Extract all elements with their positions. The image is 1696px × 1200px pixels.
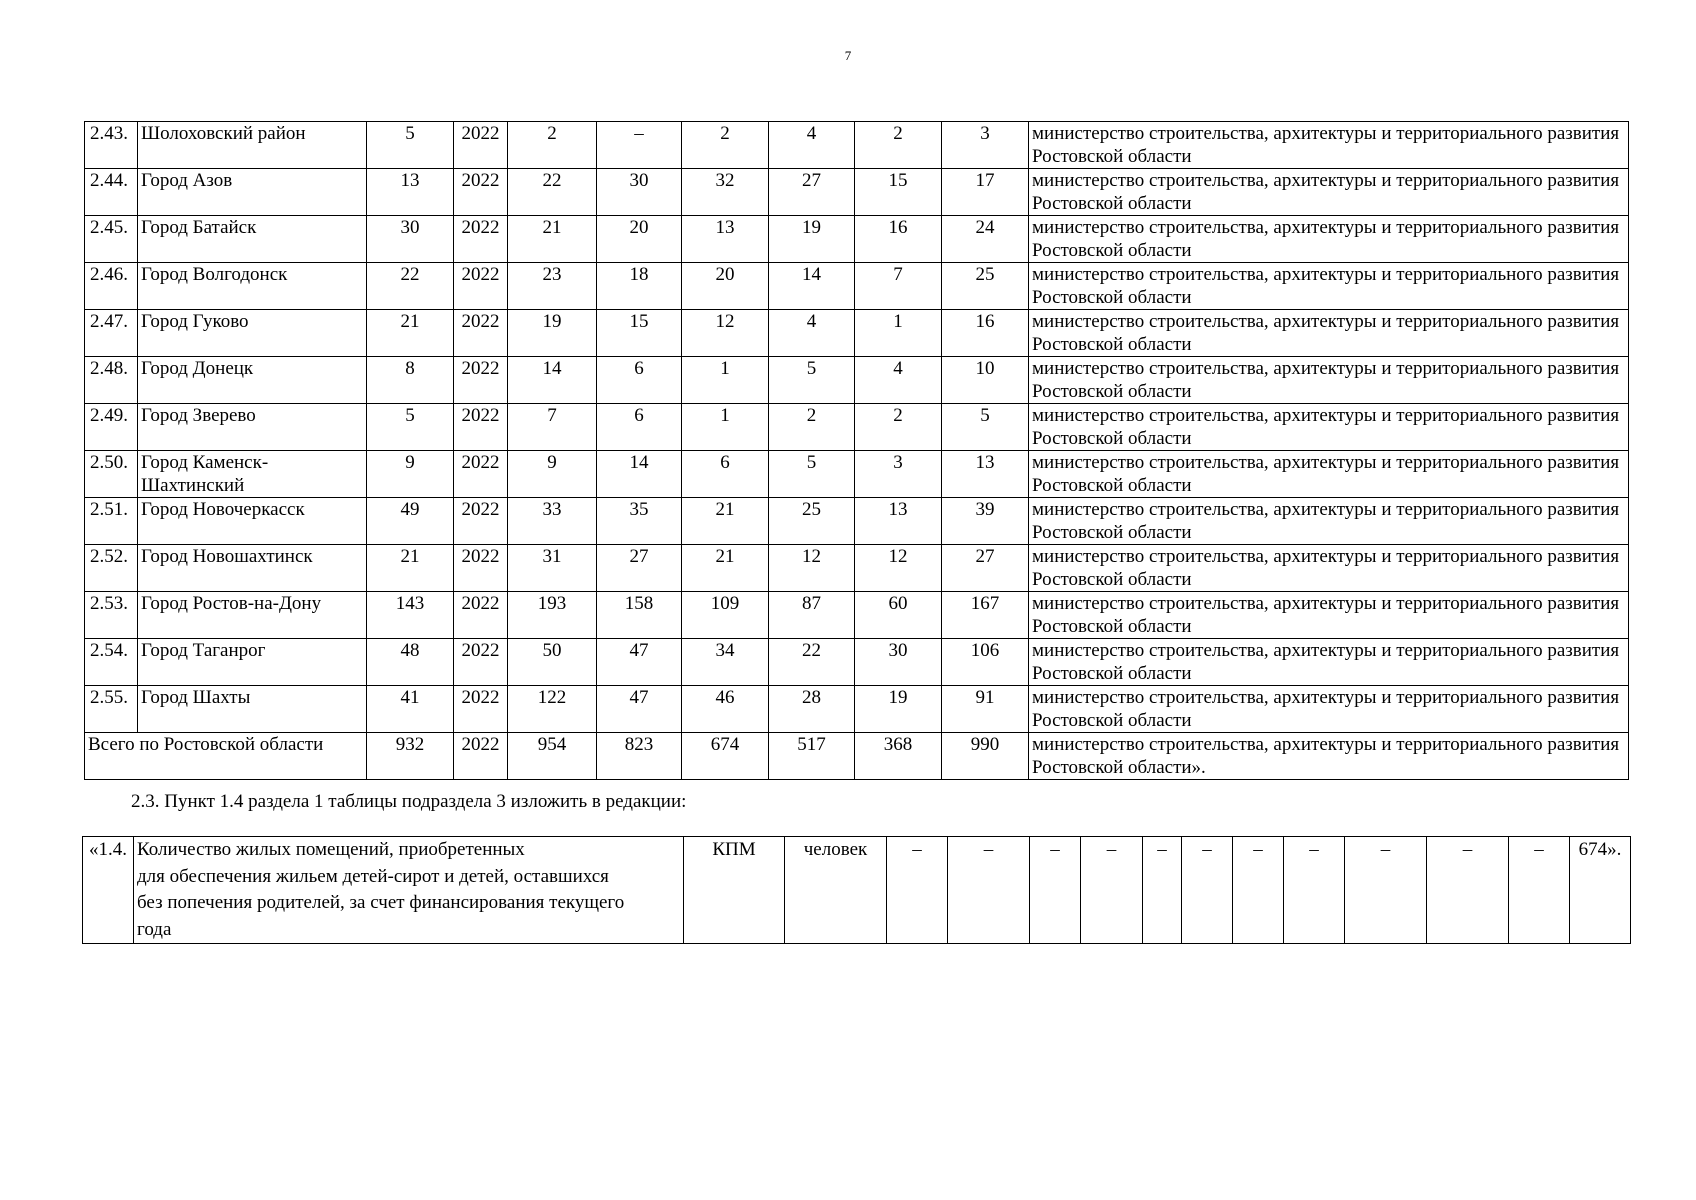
- row-name: Город Новошахтинск: [138, 545, 367, 592]
- row-executor: министерство строительства, архитектуры и территориального развития Ростовской области: [1029, 357, 1629, 404]
- value-cell-v7: 16: [942, 310, 1029, 357]
- row-number: 2.50.: [85, 451, 138, 498]
- value-cell-v3: 47: [597, 639, 682, 686]
- row-executor: министерство строительства, архитектуры и территориального развития Ростовской области: [1029, 216, 1629, 263]
- row-name: Город Шахты: [138, 686, 367, 733]
- table-row: [85, 686, 1629, 733]
- row-name: Город Донецк: [138, 357, 367, 404]
- value-cell-v6: 15: [855, 169, 942, 216]
- row-executor: министерство строительства, архитектуры и территориального развития Ростовской области: [1029, 122, 1629, 169]
- value-cell-v4: 12: [682, 310, 769, 357]
- value-cell-v1: 143: [367, 592, 454, 639]
- value-cell-year: 2022: [454, 498, 508, 545]
- main-table: [84, 121, 1629, 780]
- value-cell-v3: 6: [597, 404, 682, 451]
- value-cell-v3: 18: [597, 263, 682, 310]
- table-row: [85, 122, 1629, 169]
- total-cell-v2: 954: [508, 733, 597, 780]
- value-cell-year: 2022: [454, 263, 508, 310]
- row-number: 2.55.: [85, 686, 138, 733]
- table-row: [83, 837, 1631, 944]
- value-cell-v5: 5: [769, 451, 855, 498]
- value-cell-v6: 30: [855, 639, 942, 686]
- value-cell-v6: 1: [855, 310, 942, 357]
- value-cell-v5: 22: [769, 639, 855, 686]
- value-cell-year: 2022: [454, 122, 508, 169]
- value-cell-year: 2022: [454, 686, 508, 733]
- value-cell-v1: 21: [367, 545, 454, 592]
- table-row: [85, 357, 1629, 404]
- row-number: 2.43.: [85, 122, 138, 169]
- last-value-cell: 674».: [1570, 837, 1631, 944]
- value-cell-v7: 106: [942, 639, 1029, 686]
- total-cell-v1: 932: [367, 733, 454, 780]
- value-cell-v2: 14: [508, 357, 597, 404]
- row-executor: министерство строительства, архитектуры и территориального развития Ростовской области: [1029, 686, 1629, 733]
- value-cell-v7: 24: [942, 216, 1029, 263]
- value-cell-year: 2022: [454, 216, 508, 263]
- value-cell-year: 2022: [454, 545, 508, 592]
- table-row: [85, 498, 1629, 545]
- row-name: Город Ростов-на-Дону: [138, 592, 367, 639]
- total-label: Всего по Ростовской области: [85, 733, 367, 780]
- row-executor: министерство строительства, архитектуры и территориального развития Ростовской области: [1029, 592, 1629, 639]
- row-executor: министерство строительства, архитектуры и территориального развития Ростовской области: [1029, 404, 1629, 451]
- value-cell-v5: 87: [769, 592, 855, 639]
- second-table: [82, 836, 1631, 944]
- value-cell-v4: 1: [682, 357, 769, 404]
- value-cell-v2: 50: [508, 639, 597, 686]
- value-cell-v4: 6: [682, 451, 769, 498]
- page-number: 7: [844, 48, 852, 63]
- row-name: Шолоховский район: [138, 122, 367, 169]
- row-number: 2.48.: [85, 357, 138, 404]
- row-number: 2.47.: [85, 310, 138, 357]
- row-number: 2.51.: [85, 498, 138, 545]
- value-cell-v3: 14: [597, 451, 682, 498]
- value-cell-v1: 22: [367, 263, 454, 310]
- value-cell-v7: 17: [942, 169, 1029, 216]
- value-cell-v5: 19: [769, 216, 855, 263]
- amendment-paragraph: 2.3. Пункт 1.4 раздела 1 таблицы подраздела 3 изложить в редакции:: [131, 791, 687, 812]
- row-number: 2.54.: [85, 639, 138, 686]
- value-cell-v2: 31: [508, 545, 597, 592]
- row-number: 2.44.: [85, 169, 138, 216]
- value-cell-v4: 109: [682, 592, 769, 639]
- table-row: [85, 639, 1629, 686]
- dash-cell: –: [887, 837, 948, 944]
- row-name: Город Каменск-Шахтинский: [138, 451, 367, 498]
- value-cell-year: 2022: [454, 639, 508, 686]
- value-cell-v5: 4: [769, 310, 855, 357]
- value-cell-v7: 5: [942, 404, 1029, 451]
- value-cell-v6: 2: [855, 122, 942, 169]
- value-cell-v6: 13: [855, 498, 942, 545]
- value-cell-v1: 48: [367, 639, 454, 686]
- row-executor: министерство строительства, архитектуры и территориального развития Ростовской области: [1029, 545, 1629, 592]
- value-cell-v5: 4: [769, 122, 855, 169]
- value-cell-v4: 13: [682, 216, 769, 263]
- row-executor: министерство строительства, архитектуры и территориального развития Ростовской области: [1029, 498, 1629, 545]
- value-cell-v1: 13: [367, 169, 454, 216]
- total-cell-year: 2022: [454, 733, 508, 780]
- table-row: [85, 451, 1629, 498]
- row-name: Город Новочеркасск: [138, 498, 367, 545]
- dash-cell: –: [1345, 837, 1427, 944]
- row-unit: человек: [785, 837, 887, 944]
- value-cell-v3: 47: [597, 686, 682, 733]
- main-table-body: [85, 122, 1629, 780]
- value-cell-year: 2022: [454, 404, 508, 451]
- value-cell-v3: 20: [597, 216, 682, 263]
- table-row: [85, 592, 1629, 639]
- value-cell-year: 2022: [454, 169, 508, 216]
- table-row: [85, 169, 1629, 216]
- row-number: 2.46.: [85, 263, 138, 310]
- value-cell-v2: 23: [508, 263, 597, 310]
- table-row: [85, 310, 1629, 357]
- value-cell-v4: 21: [682, 545, 769, 592]
- value-cell-v6: 60: [855, 592, 942, 639]
- row-name: Город Волгодонск: [138, 263, 367, 310]
- value-cell-v7: 39: [942, 498, 1029, 545]
- value-cell-v2: 2: [508, 122, 597, 169]
- value-cell-v1: 9: [367, 451, 454, 498]
- description-line: для обеспечения жильем детей-сирот и детей, оставшихся: [137, 865, 609, 887]
- dash-cell: –: [1182, 837, 1233, 944]
- value-cell-year: 2022: [454, 310, 508, 357]
- table-row: [85, 263, 1629, 310]
- value-cell-v7: 27: [942, 545, 1029, 592]
- value-cell-v2: 122: [508, 686, 597, 733]
- total-cell-v6: 368: [855, 733, 942, 780]
- value-cell-v6: 2: [855, 404, 942, 451]
- value-cell-v4: 46: [682, 686, 769, 733]
- row-description: [134, 837, 684, 944]
- dash-cell: –: [1081, 837, 1143, 944]
- table-row: [85, 545, 1629, 592]
- value-cell-v7: 3: [942, 122, 1029, 169]
- total-cell-v5: 517: [769, 733, 855, 780]
- value-cell-year: 2022: [454, 592, 508, 639]
- row-type: КПМ: [684, 837, 785, 944]
- value-cell-v1: 41: [367, 686, 454, 733]
- row-number: «1.4.: [83, 837, 134, 944]
- value-cell-v3: 27: [597, 545, 682, 592]
- value-cell-v2: 7: [508, 404, 597, 451]
- value-cell-v6: 16: [855, 216, 942, 263]
- value-cell-v3: 15: [597, 310, 682, 357]
- dash-cell: –: [1233, 837, 1284, 944]
- value-cell-v7: 10: [942, 357, 1029, 404]
- value-cell-v2: 33: [508, 498, 597, 545]
- row-executor: министерство строительства, архитектуры и территориального развития Ростовской области: [1029, 639, 1629, 686]
- row-executor: министерство строительства, архитектуры и территориального развития Ростовской области: [1029, 263, 1629, 310]
- description-line: Количество жилых помещений, приобретенных: [137, 839, 525, 860]
- value-cell-v1: 8: [367, 357, 454, 404]
- row-number: 2.49.: [85, 404, 138, 451]
- value-cell-v5: 25: [769, 498, 855, 545]
- value-cell-v5: 28: [769, 686, 855, 733]
- value-cell-v6: 3: [855, 451, 942, 498]
- total-cell-v4: 674: [682, 733, 769, 780]
- value-cell-v2: 9: [508, 451, 597, 498]
- value-cell-v3: 158: [597, 592, 682, 639]
- value-cell-v3: 30: [597, 169, 682, 216]
- dash-cell: –: [1509, 837, 1570, 944]
- value-cell-v6: 19: [855, 686, 942, 733]
- value-cell-v7: 13: [942, 451, 1029, 498]
- row-name: Город Батайск: [138, 216, 367, 263]
- row-number: 2.52.: [85, 545, 138, 592]
- value-cell-v4: 1: [682, 404, 769, 451]
- row-executor: министерство строительства, архитектуры и территориального развития Ростовской области: [1029, 169, 1629, 216]
- row-name: Город Таганрог: [138, 639, 367, 686]
- value-cell-v2: 19: [508, 310, 597, 357]
- total-cell-v7: 990: [942, 733, 1029, 780]
- table-row: [85, 404, 1629, 451]
- row-name: Город Азов: [138, 169, 367, 216]
- value-cell-v5: 12: [769, 545, 855, 592]
- description-line: года: [137, 918, 172, 940]
- value-cell-v4: 34: [682, 639, 769, 686]
- value-cell-v1: 30: [367, 216, 454, 263]
- value-cell-v3: 35: [597, 498, 682, 545]
- description-line: без попечения родителей, за счет финансирования текущего: [137, 892, 625, 913]
- value-cell-v5: 2: [769, 404, 855, 451]
- total-row: [85, 733, 1629, 780]
- value-cell-v5: 5: [769, 357, 855, 404]
- value-cell-v1: 49: [367, 498, 454, 545]
- total-cell-v3: 823: [597, 733, 682, 780]
- value-cell-year: 2022: [454, 357, 508, 404]
- value-cell-v4: 21: [682, 498, 769, 545]
- value-cell-v7: 167: [942, 592, 1029, 639]
- row-name: Город Зверево: [138, 404, 367, 451]
- value-cell-v7: 91: [942, 686, 1029, 733]
- row-executor: министерство строительства, архитектуры и территориального развития Ростовской области: [1029, 451, 1629, 498]
- dash-cell: –: [948, 837, 1030, 944]
- table-row: [85, 216, 1629, 263]
- dash-cell: –: [1427, 837, 1509, 944]
- value-cell-v7: 25: [942, 263, 1029, 310]
- value-cell-v4: 20: [682, 263, 769, 310]
- value-cell-v2: 193: [508, 592, 597, 639]
- value-cell-v3: 6: [597, 357, 682, 404]
- total-executor: министерство строительства, архитектуры и территориального развития Ростовской области».: [1029, 733, 1629, 780]
- row-name: Город Гуково: [138, 310, 367, 357]
- value-cell-v1: 5: [367, 122, 454, 169]
- value-cell-v3: –: [597, 122, 682, 169]
- row-executor: министерство строительства, архитектуры и территориального развития Ростовской области: [1029, 310, 1629, 357]
- value-cell-v1: 5: [367, 404, 454, 451]
- value-cell-v6: 7: [855, 263, 942, 310]
- value-cell-v5: 14: [769, 263, 855, 310]
- value-cell-v1: 21: [367, 310, 454, 357]
- row-number: 2.53.: [85, 592, 138, 639]
- dash-cell: –: [1143, 837, 1182, 944]
- value-cell-v2: 22: [508, 169, 597, 216]
- value-cell-v2: 21: [508, 216, 597, 263]
- value-cell-v6: 4: [855, 357, 942, 404]
- value-cell-v6: 12: [855, 545, 942, 592]
- value-cell-v4: 2: [682, 122, 769, 169]
- value-cell-year: 2022: [454, 451, 508, 498]
- value-cell-v5: 27: [769, 169, 855, 216]
- value-cell-v4: 32: [682, 169, 769, 216]
- row-number: 2.45.: [85, 216, 138, 263]
- dash-cell: –: [1030, 837, 1081, 944]
- dash-cell: –: [1284, 837, 1345, 944]
